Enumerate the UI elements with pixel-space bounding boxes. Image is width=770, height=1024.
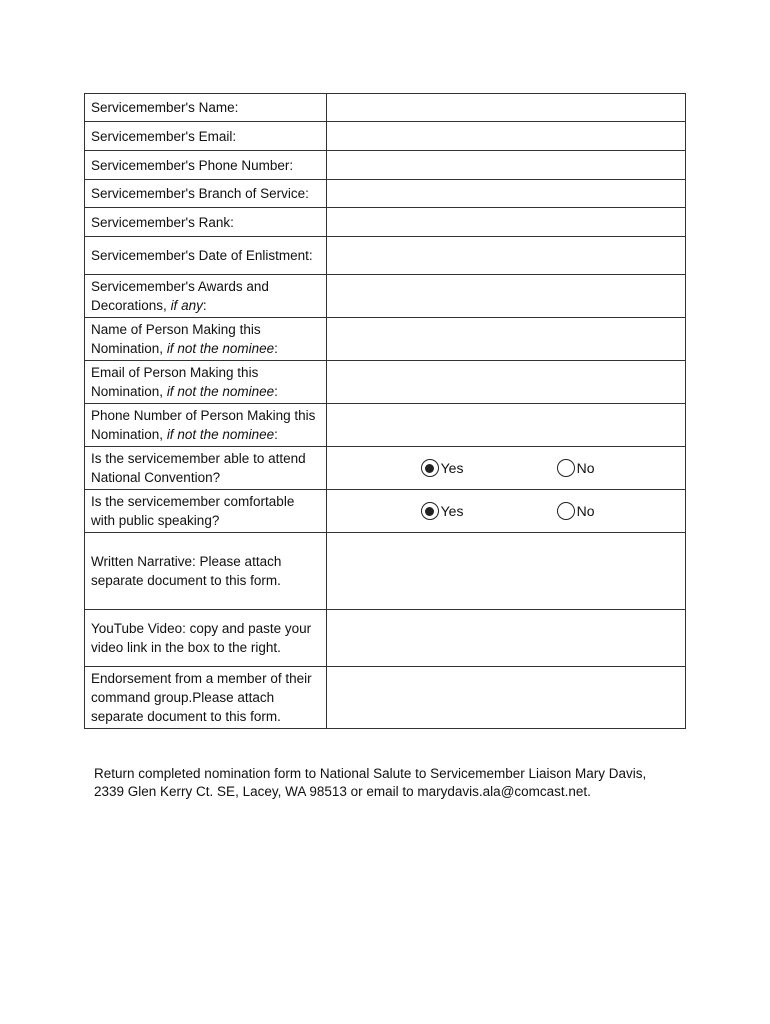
label-rank: Servicemember's Rank: [85,208,327,237]
speaking-yes-option[interactable] [421,502,464,520]
speaking-no-label: No [576,503,595,519]
label-endorsement: Endorsement from a member of their command group.Please attach separate document to this form. [85,667,327,729]
convention-no-radio[interactable] [557,459,575,477]
phone-input[interactable] [327,152,685,178]
awards-field[interactable] [326,275,685,318]
speaking-no-option[interactable] [557,502,595,520]
youtube-input[interactable] [327,625,685,651]
nomination-form [84,93,686,729]
convention-yes-label: Yes [440,460,464,476]
label-nominator-phone: Phone Number of Person Making this Nomination, if not the nominee: [85,404,327,447]
enlistment-field[interactable] [326,237,685,275]
row-speaking [85,490,686,533]
row-rank [85,208,686,237]
narrative-field[interactable] [326,533,685,610]
narrative-input[interactable] [327,558,685,584]
nominator-phone-field[interactable] [326,404,685,447]
label-name: Servicemember's Name: [85,94,327,122]
convention-yes-option[interactable] [421,459,464,477]
row-email [85,122,686,151]
speaking-radio-group [326,490,685,533]
branch-input[interactable] [327,181,685,207]
row-name [85,94,686,122]
youtube-field[interactable] [326,610,685,667]
row-youtube [85,610,686,667]
email-field[interactable] [326,122,685,151]
label-narrative: Written Narrative: Please attach separate document to this form. [85,533,327,610]
convention-yes-radio[interactable] [421,459,439,477]
endorsement-input[interactable] [327,685,685,711]
row-nominator-name [85,318,686,361]
speaking-yes-radio[interactable] [421,502,439,520]
row-endorsement [85,667,686,729]
nominator-email-field[interactable] [326,361,685,404]
label-speaking: Is the servicemember comfortable with public speaking? [85,490,327,533]
nominator-phone-input[interactable] [327,412,685,438]
label-branch: Servicemember's Branch of Service: [85,180,327,208]
return-instructions-line1: Return completed nomination form to National Salute to Servicemember Liaison Mary Davis, [94,766,647,781]
convention-no-option[interactable] [557,459,595,477]
speaking-no-radio[interactable] [557,502,575,520]
name-field[interactable] [326,94,685,122]
awards-input[interactable] [327,283,685,309]
radio-selected-dot [425,464,434,473]
convention-no-label: No [576,460,595,476]
row-convention [85,447,686,490]
label-phone: Servicemember's Phone Number: [85,151,327,180]
row-awards [85,275,686,318]
label-nominator-email: Email of Person Making this Nomination, if not the nominee: [85,361,327,404]
radio-selected-dot [425,507,434,516]
phone-field[interactable] [326,151,685,180]
endorsement-field[interactable] [326,667,685,729]
label-awards: Servicemember's Awards and Decorations, if any: [85,275,327,318]
label-youtube: YouTube Video: copy and paste your video link in the box to the right. [85,610,327,667]
speaking-yes-label: Yes [440,503,464,519]
branch-field[interactable] [326,180,685,208]
convention-radio-group [326,447,685,490]
rank-field[interactable] [326,208,685,237]
nominator-name-input[interactable] [327,326,685,352]
name-input[interactable] [327,95,685,121]
row-phone [85,151,686,180]
rank-input[interactable] [327,209,685,235]
label-enlistment: Servicemember's Date of Enlistment: [85,237,327,275]
label-email: Servicemember's Email: [85,122,327,151]
row-branch [85,180,686,208]
return-instructions [94,765,714,801]
row-narrative [85,533,686,610]
label-nominator-name: Name of Person Making this Nomination, if not the nominee: [85,318,327,361]
row-enlistment [85,237,686,275]
nominator-email-input[interactable] [327,369,685,395]
nominator-name-field[interactable] [326,318,685,361]
return-instructions-line2: 2339 Glen Kerry Ct. SE, Lacey, WA 98513 or email to marydavis.ala@comcast.net. [94,784,591,799]
email-input[interactable] [327,123,685,149]
row-nominator-email [85,361,686,404]
enlistment-input[interactable] [327,243,685,269]
row-nominator-phone [85,404,686,447]
label-convention: Is the servicemember able to attend National Convention? [85,447,327,490]
